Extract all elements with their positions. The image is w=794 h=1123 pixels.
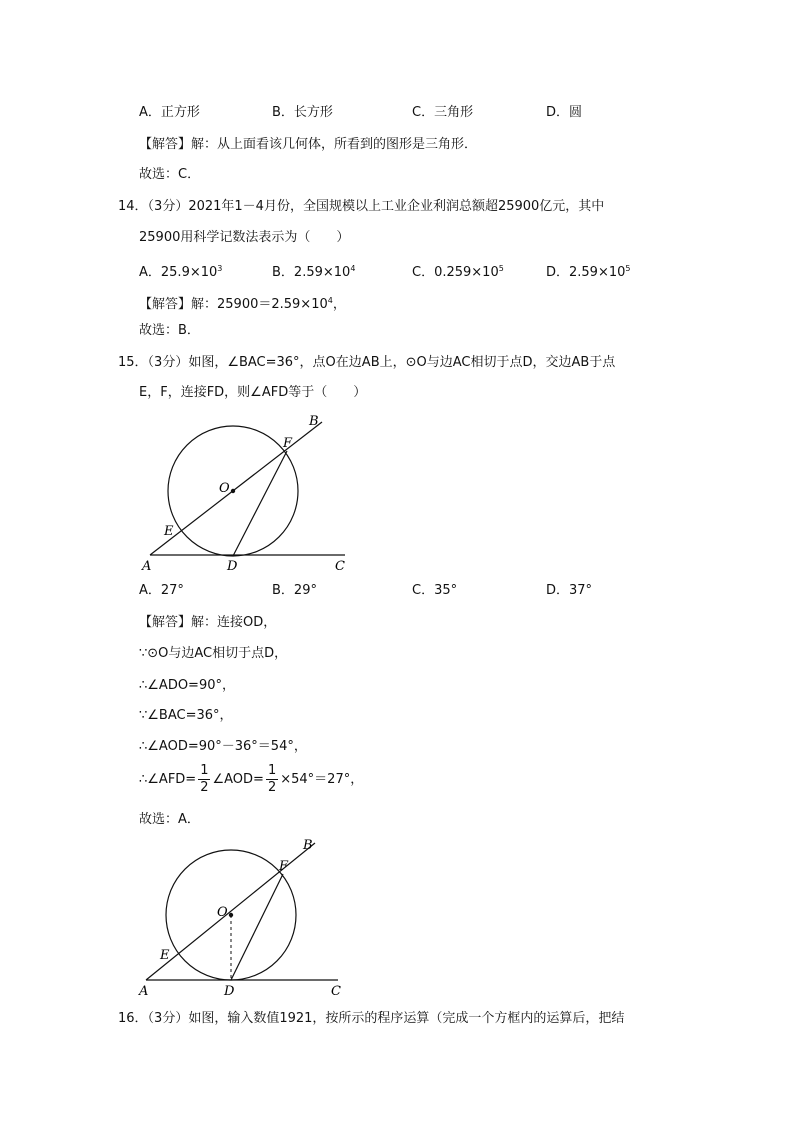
q15-option-c: C．35° xyxy=(412,583,458,598)
q14-answer: 【解答】解：$25900=2.59\times 10^4$， xyxy=(139,296,346,312)
q15-solution-line4: ∵∠BAC=36°， xyxy=(139,708,233,723)
label-o: O xyxy=(219,481,230,496)
label-b: B xyxy=(309,414,319,429)
q13-option-a: A．正方形 xyxy=(139,105,200,120)
q15-solution-line3: ∴∠ADO=90°， xyxy=(139,678,235,693)
fraction-half: $\frac{1}{2}$ xyxy=(200,763,209,795)
label-e: E xyxy=(164,524,174,539)
q14-choice: 故选：B． xyxy=(139,323,200,338)
label-a-2: A xyxy=(139,984,149,999)
q16-stem-line1: 16．（3分）如图，输入数值1921，按所示的程序运算（完成一个方框内的运算后，把结 xyxy=(118,1011,625,1026)
label-o-2: O xyxy=(217,905,228,920)
q14-option-b: B．$2.59\times 10^4$ xyxy=(272,264,356,280)
q13-answer: 【解答】解：从上面看该几何体，所看到的图形是三角形． xyxy=(139,137,478,152)
q15-option-a: A．27° xyxy=(139,583,184,598)
q15-solution-figure xyxy=(135,833,365,1008)
q14-option-c: C．$0.259\times 10^5$ xyxy=(412,264,504,280)
q13-choice: 故选：C． xyxy=(139,167,201,182)
label-c: C xyxy=(335,559,345,574)
q13-option-b: B．长方形 xyxy=(272,105,333,120)
q14-stem-line1: 14．（3分）2021年1－4月份，全国规模以上工业企业利润总额超25900亿元，其中 xyxy=(118,199,605,214)
q15-choice: 故选：A． xyxy=(139,812,200,827)
q15-option-d: D．37° xyxy=(546,583,593,598)
q15-stem-line2: E，F，连接FD，则∠AFD等于（ ） xyxy=(139,385,367,400)
q13-option-c: C．三角形 xyxy=(412,105,474,120)
q15-solution-line5: ∴∠AOD=90°－36°＝54°， xyxy=(139,739,307,754)
q13-option-d: D．圆 xyxy=(546,105,583,120)
fraction-half-2: $\frac{1}{2}$ xyxy=(267,763,277,795)
label-b-2: B xyxy=(303,838,313,853)
label-e-2: E xyxy=(160,948,170,963)
label-c-2: C xyxy=(331,984,341,999)
q14-stem-line2: 25900用科学记数法表示为（ ） xyxy=(139,230,350,245)
center-point-2 xyxy=(229,913,233,917)
center-point xyxy=(231,489,235,493)
label-f-2: F xyxy=(279,859,289,874)
q15-final-line: ∴∠AFD= $\frac{1}{2}$ ∠AOD= $\frac{1}{2}$ ×54°＝27°， xyxy=(139,763,364,795)
q15-solution-line1: 【解答】解：连接OD， xyxy=(139,615,277,630)
q14-option-d: D．$2.59\times 10^5$ xyxy=(546,264,631,280)
line-ab xyxy=(150,422,322,555)
q15-option-b: B．29° xyxy=(272,583,317,598)
q14-option-a: A．$25.9\times 10^3$ xyxy=(139,264,223,280)
label-d-2: D xyxy=(224,984,235,999)
q15-stem-line1: 15．（3分）如图，∠BAC=36°，点O在边AB上，⊙O与边AC相切于点D，交边AB于点 xyxy=(118,355,616,370)
label-f: F xyxy=(283,436,293,451)
label-a: A xyxy=(142,559,152,574)
line-fd xyxy=(233,451,287,556)
label-d: D xyxy=(227,559,238,574)
q15-figure xyxy=(135,405,365,580)
q15-solution-line2: ∵⊙O与边AC相切于点D， xyxy=(139,646,288,661)
